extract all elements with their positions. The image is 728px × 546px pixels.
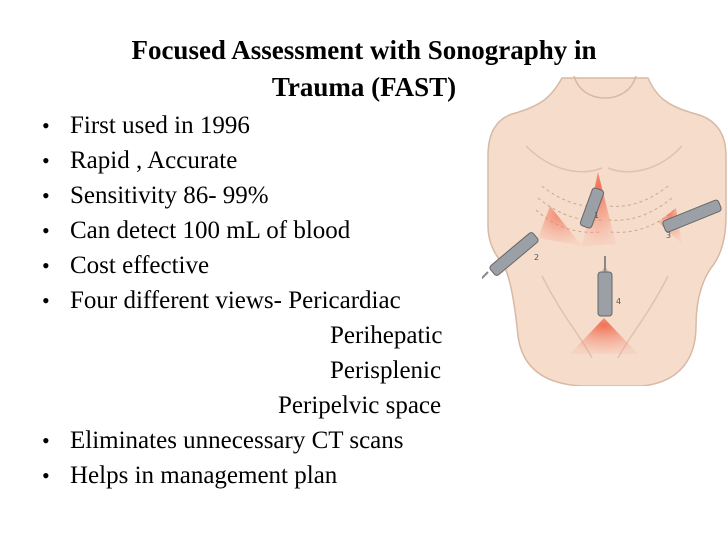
bullet-item: • Rapid , Accurate [40,143,401,178]
bullet-item: • Helps in management plan [40,458,403,493]
view-peripelvic: Peripelvic space [278,392,442,419]
svg-text:1: 1 [594,211,600,220]
bullet-item: • Sensitivity 86- 99% [40,178,401,213]
bullet-dot: • [42,218,50,243]
title-line-2: Trauma (FAST) [271,72,457,102]
svg-text:4: 4 [616,297,622,306]
svg-text:3: 3 [666,231,672,240]
bullet-list-continued [40,423,403,493]
svg-text:2: 2 [534,253,540,262]
bullet-dot: • [42,148,50,173]
title-line-1: Focused Assessment with Sonography in [131,35,597,65]
fast-torso-illustration [482,76,728,386]
view-perisplenic: Perisplenic [330,357,442,384]
bullet-dot: • [42,288,50,313]
bullet-item: • First used in 1996 [40,108,401,143]
bullet-list [40,108,401,318]
bullet-item: • Eliminates unnecessary CT scans [40,423,403,458]
bullet-dot: • [42,253,50,278]
bullet-dot: • [42,113,50,138]
bullet-item: • Four different views- Pericardiac [40,283,401,318]
bullet-dot: • [42,463,50,488]
bullet-item: • Cost effective [40,248,401,283]
bullet-item: • Can detect 100 mL of blood [40,213,401,248]
bullet-dot: • [42,183,50,208]
bullet-dot: • [42,428,50,453]
view-perihepatic: Perihepatic [330,322,443,349]
